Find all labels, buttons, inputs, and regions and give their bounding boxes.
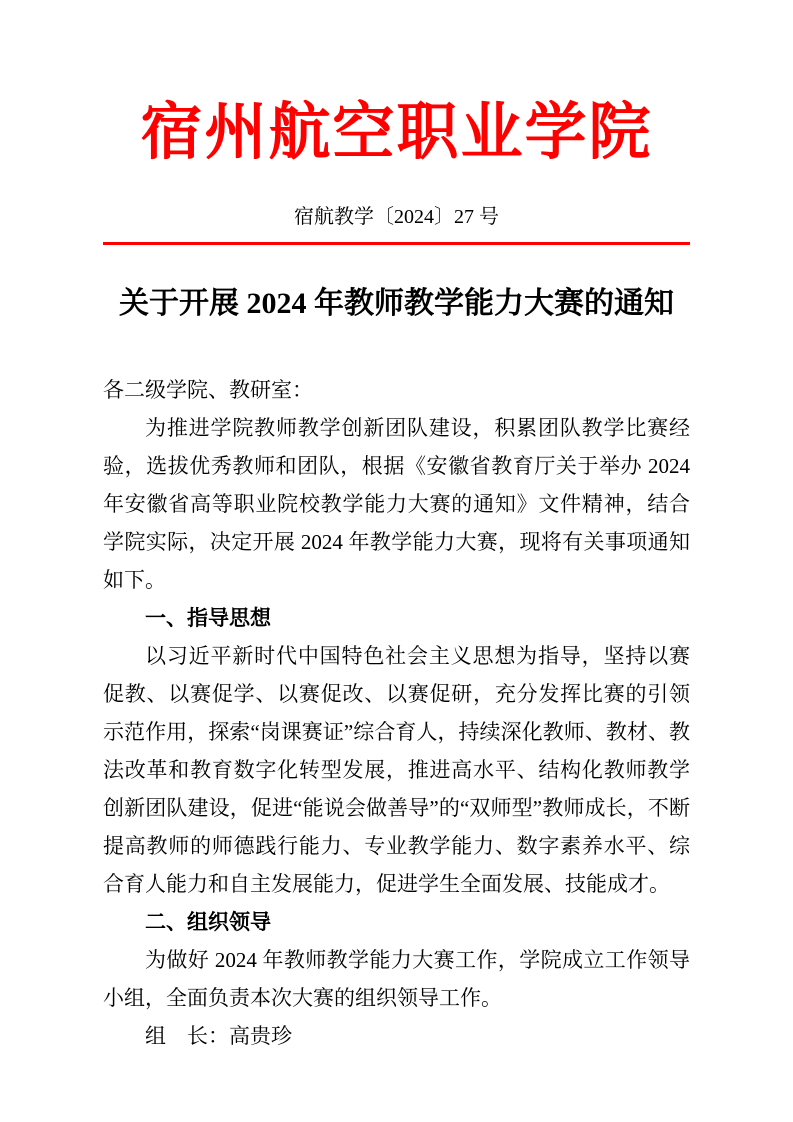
group-leader-line: 组 长：高贵珍 (145, 1024, 292, 1048)
section-heading-2: 二、组织领导 (145, 910, 271, 934)
red-divider-line (103, 242, 690, 245)
intro-paragraph: 为推进学院教师教学创新团队建设，积累团队教学比赛经验，选拔优秀教师和团队，根据《安徽省教育厅关于举办 2024 年安徽省高等职业院校教学能力大赛的通知》文件精神，结合学院实际，决定开展 2024 年教学能力大赛，现将有关事项通知如下。 (103, 416, 690, 592)
document-number: 宿航教学〔2024〕27 号 (294, 206, 499, 228)
notice-body (103, 371, 690, 1055)
section-2-paragraph: 为做好 2024 年教师教学能力大赛工作，学院成立工作领导小组，全面负责本次大赛的组织领导工作。 (103, 948, 690, 1010)
notice-title: 关于开展 2024 年教师教学能力大赛的通知 (119, 287, 674, 320)
salutation: 各二级学院、教研室： (103, 378, 313, 402)
section-1-paragraph: 以习近平新时代中国特色社会主义思想为指导，坚持以赛促教、以赛促学、以赛促改、以赛促研，充分发挥比赛的引领示范作用，探索“岗课赛证”综合育人，持续深化教师、教材、教法改革和教育数字化转型发展，推进高水平、结构化教师教学创新团队建设，促进“能说会做善导”的“双师型”教师成长，不断提高教师的师德践行能力、专业教学能力、数字素养水平、综合育人能力和自主发展能力，促进学生全面发展、技能成才。 (103, 644, 690, 896)
section-heading-1: 一、指导思想 (145, 606, 271, 630)
agency-name: 宿州航空职业学院 (140, 99, 653, 167)
